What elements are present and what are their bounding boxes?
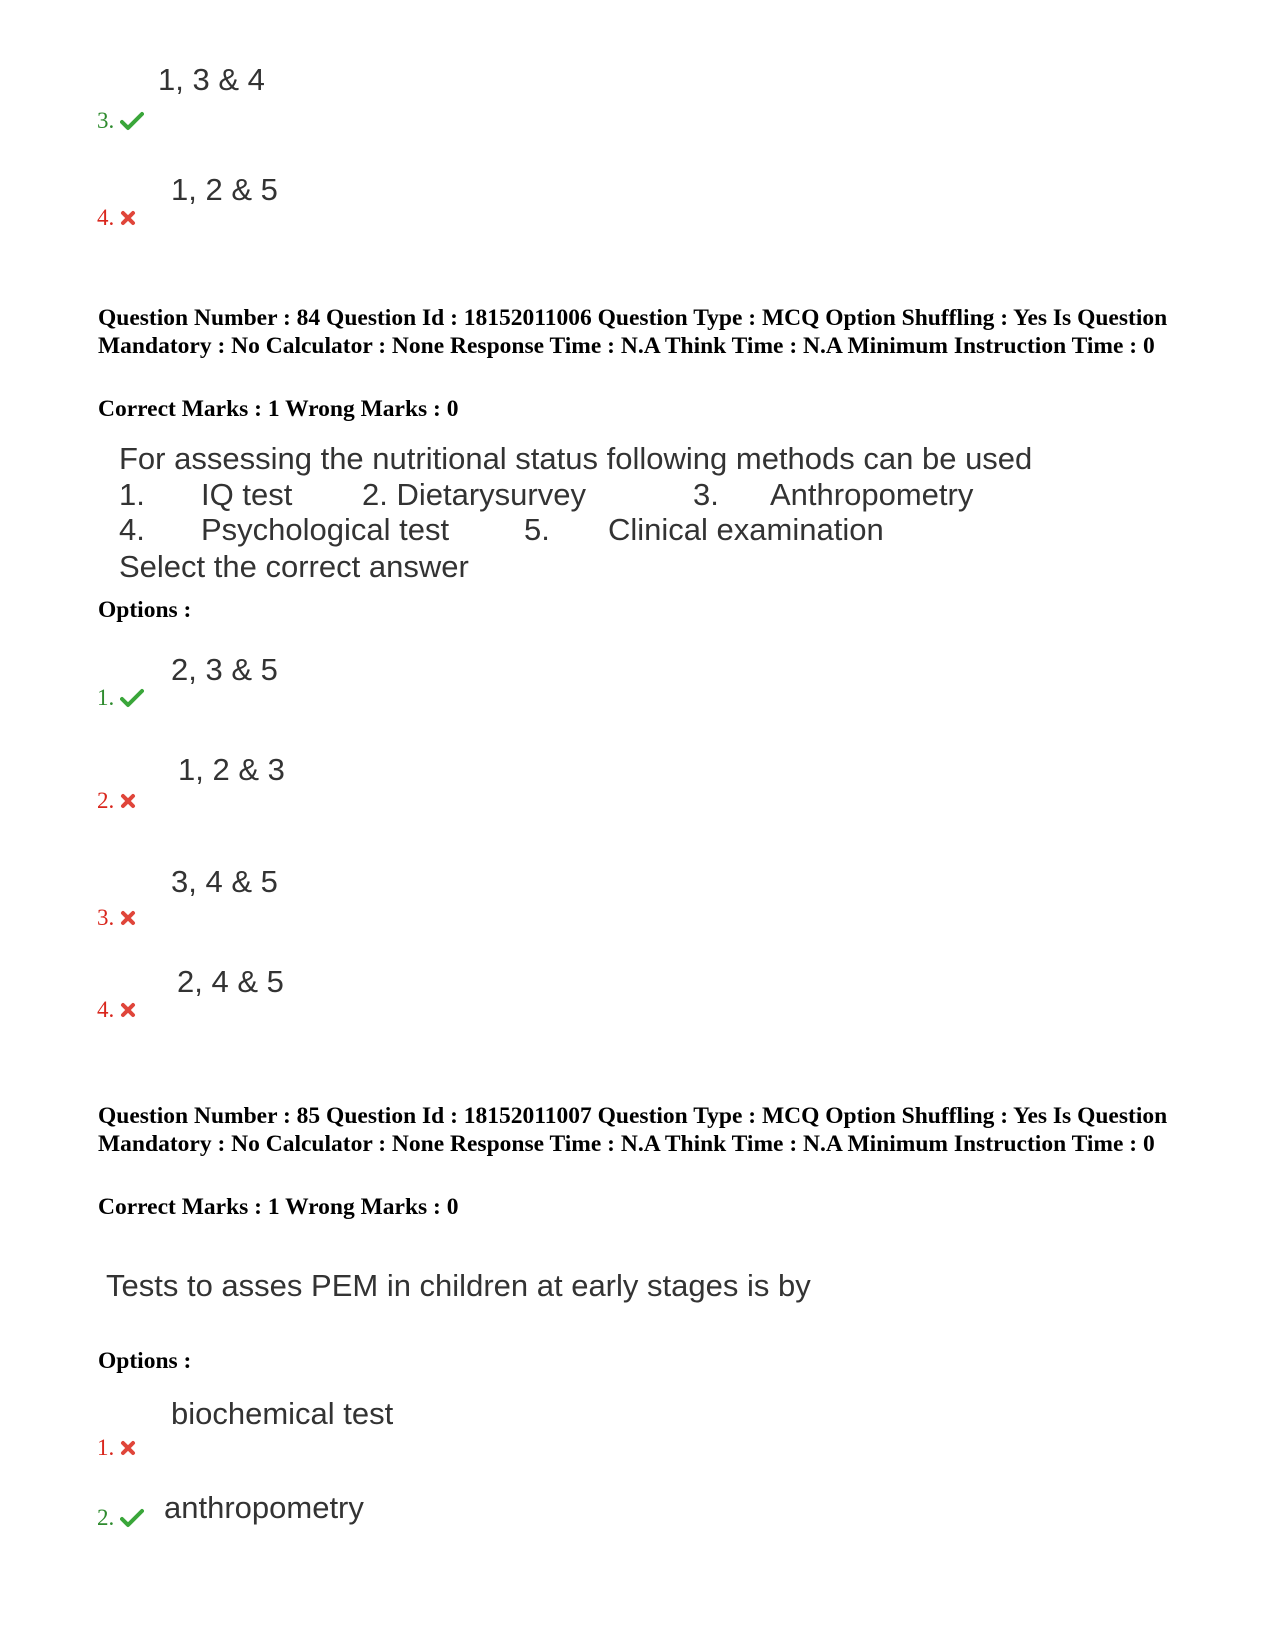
question-item: Psychological test xyxy=(201,512,450,547)
options-label: Options : xyxy=(98,597,192,623)
cross-icon xyxy=(120,1440,136,1456)
option-text: 3, 4 & 5 xyxy=(171,864,278,899)
question-item: IQ test xyxy=(201,477,293,512)
question-meta: Question Number : 84 Question Id : 18152011006 Question Type : MCQ Option Shuffling : Yes Is Question Mandatory : No Calculator : None Response Time : N.A Think Time : N.A Minimum Instruction Time : 0 xyxy=(98,305,1168,359)
option-number: 2. xyxy=(97,788,115,813)
check-icon xyxy=(120,111,144,131)
check-icon xyxy=(120,688,144,708)
option-marker xyxy=(97,108,144,134)
option-number: 3. xyxy=(97,108,115,133)
question-item: Anthropometry xyxy=(770,477,974,512)
option-number: 4. xyxy=(97,997,115,1022)
option-text: anthropometry xyxy=(164,1490,364,1525)
cross-icon xyxy=(120,910,136,926)
option-marker xyxy=(97,1505,144,1531)
option-text: 1, 2 & 3 xyxy=(178,752,285,787)
question-marks: Correct Marks : 1 Wrong Marks : 0 xyxy=(98,1194,459,1220)
option-number: 4. xyxy=(97,205,115,230)
question-line: Select the correct answer xyxy=(119,549,469,584)
option-text: biochemical test xyxy=(171,1396,394,1431)
option-number: 1. xyxy=(97,1435,115,1460)
option-text: 2, 3 & 5 xyxy=(171,652,278,687)
option-number: 1. xyxy=(97,685,115,710)
question-item-number: 4. xyxy=(119,512,145,547)
option-number: 3. xyxy=(97,905,115,930)
option-text: 2, 4 & 5 xyxy=(177,964,284,999)
question-item: 2. Dietarysurvey xyxy=(362,477,586,512)
option-number: 2. xyxy=(97,1505,115,1530)
question-meta: Question Number : 85 Question Id : 18152011007 Question Type : MCQ Option Shuffling : Yes Is Question Mandatory : No Calculator : None Response Time : N.A Think Time : N.A Minimum Instruction Time : 0 xyxy=(98,1103,1168,1157)
check-icon xyxy=(120,1508,144,1528)
option-text: 1, 2 & 5 xyxy=(171,172,278,207)
option-marker xyxy=(97,905,136,931)
question-marks: Correct Marks : 1 Wrong Marks : 0 xyxy=(98,396,459,422)
option-marker xyxy=(97,788,136,814)
cross-icon xyxy=(120,793,136,809)
option-marker xyxy=(97,1435,136,1461)
question-item-number: 3. xyxy=(693,477,719,512)
option-marker xyxy=(97,685,144,711)
option-marker xyxy=(97,205,136,231)
question-item-number: 5. xyxy=(524,512,550,547)
question-item: Clinical examination xyxy=(608,512,884,547)
question-text: Tests to asses PEM in children at early stages is by xyxy=(106,1268,811,1303)
question-line: For assessing the nutritional status following methods can be used xyxy=(119,441,1033,476)
cross-icon xyxy=(120,210,136,226)
cross-icon xyxy=(120,1002,136,1018)
options-label: Options : xyxy=(98,1348,192,1374)
option-text: 1, 3 & 4 xyxy=(158,62,265,97)
question-item-number: 1. xyxy=(119,477,145,512)
option-marker xyxy=(97,997,136,1023)
